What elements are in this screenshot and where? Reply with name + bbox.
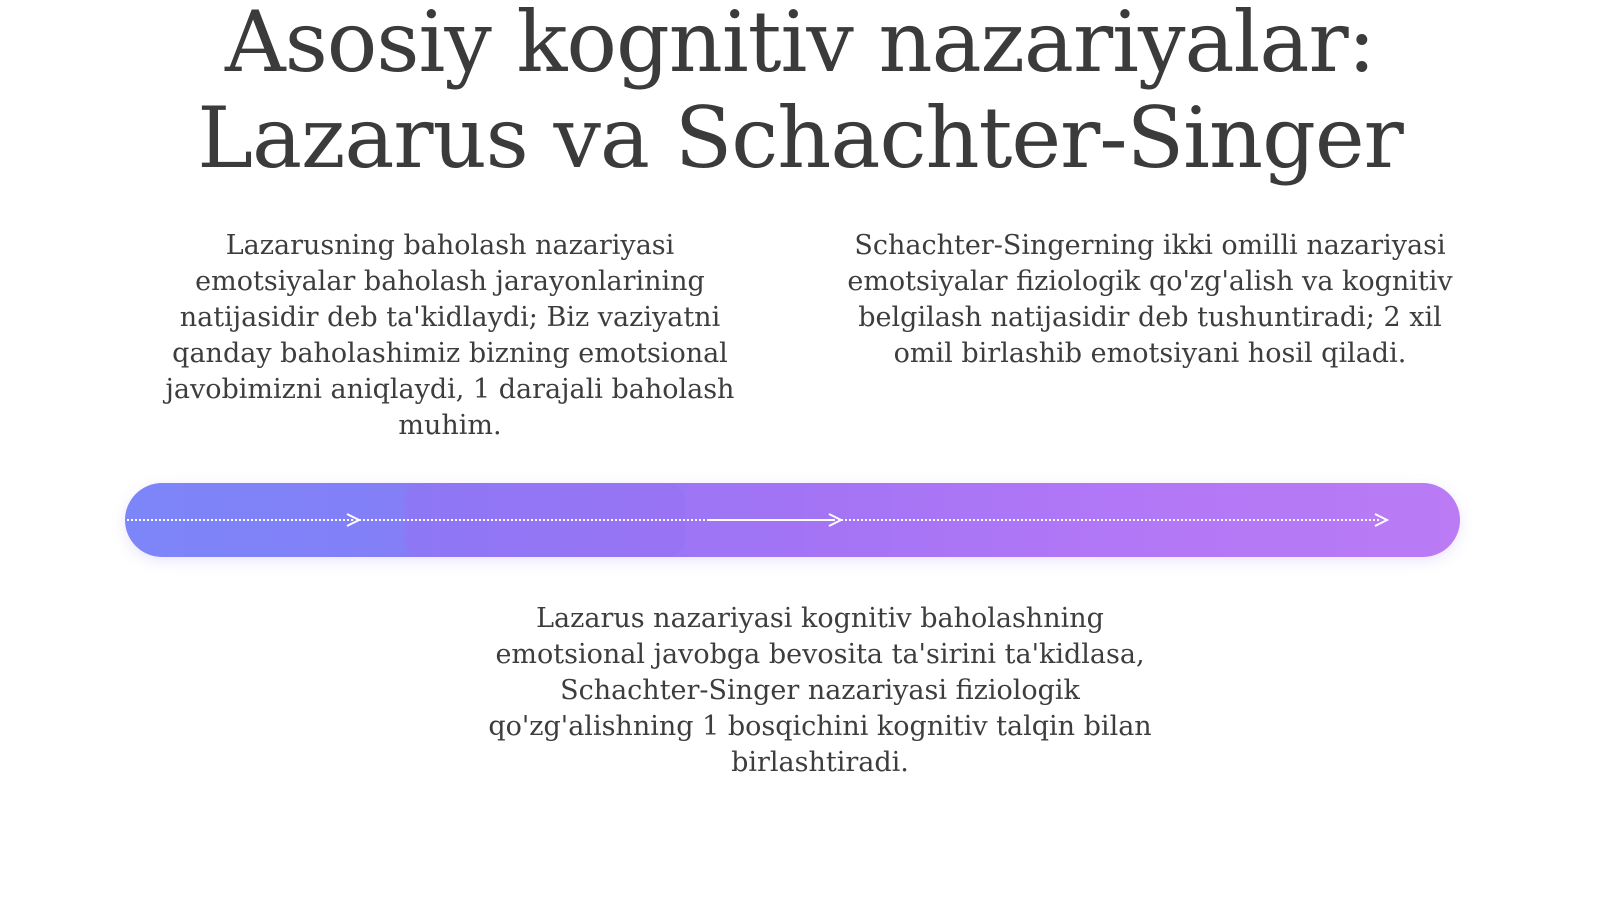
timeline-bar [125,483,1460,557]
page-title [0,0,1600,186]
comparison-summary: Lazarus nazariyasi kognitiv baholashning emotsional javobga bevosita ta'sirini ta'kidlasa, Schachter-Singer nazariyasi fiziologik qo'zg'alishning 1 bosqichini kognitiv talqin bilan birlashtiradi. [488,603,1152,778]
lazarus-description: Lazarusning baholash nazariyasi emotsiyalar baholash jarayonlarining natijasidir deb ta'kidlaydi; Biz vaziyatni qanday baholashimiz bizning emotsional javobimizni aniqlaydi, 1 darajali baholash muhim. [165,230,735,441]
schachter-singer-description: Schachter-Singerning ikki omilli nazariyasi emotsiyalar fiziologik qo'zg'alish va kognitiv belgilash natijasidir deb tushuntiradi; 2 xil omil birlashib emotsiyani hosil qiladi. [847,230,1453,369]
timeline-arrows [125,483,1460,557]
title-line-2: Lazarus va Schachter-Singer [197,89,1403,187]
title-line-1: Asosiy kognitiv nazariyalar: [225,0,1375,91]
